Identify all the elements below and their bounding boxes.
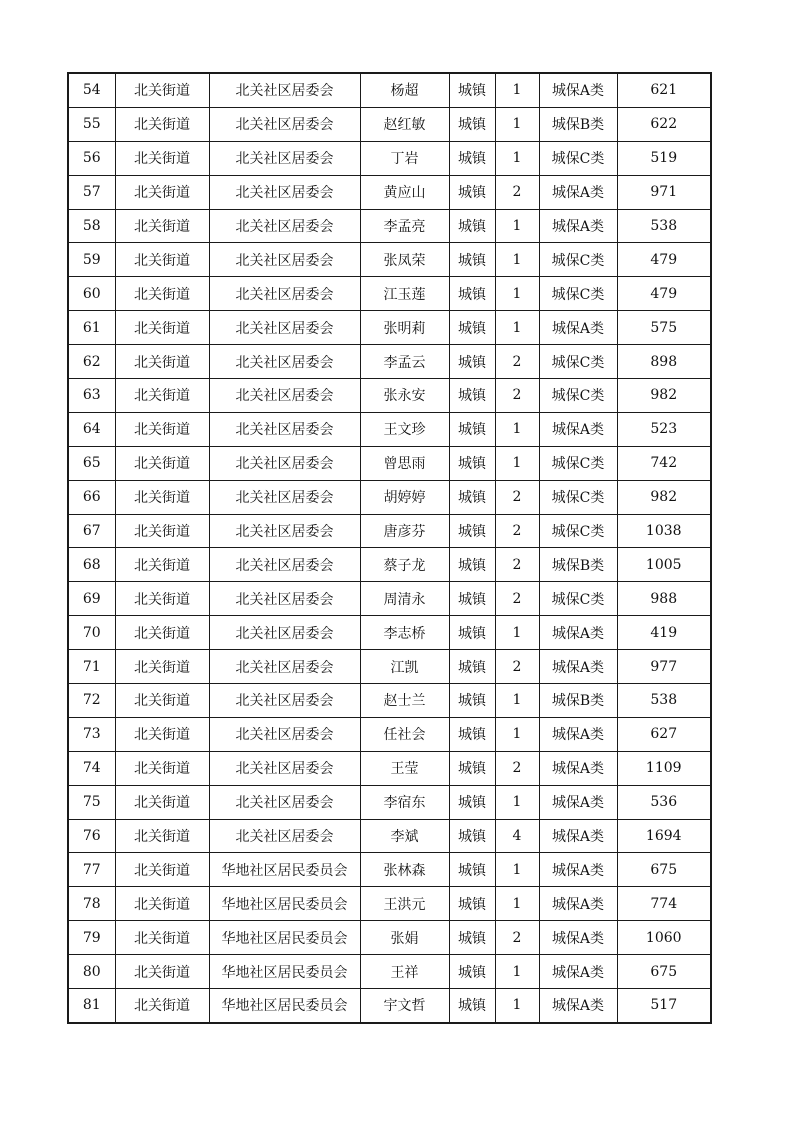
roster-table (67, 72, 712, 1024)
amount-cell: 1109 (617, 751, 711, 785)
person-name-cell: 李斌 (360, 819, 449, 853)
serial-number-cell: 67 (68, 514, 115, 548)
subdistrict-cell: 北关街道 (115, 785, 209, 819)
person-name-cell: 江凯 (360, 650, 449, 684)
amount-cell: 982 (617, 480, 711, 514)
residence-type-cell: 城镇 (449, 243, 495, 277)
subdistrict-cell: 北关街道 (115, 650, 209, 684)
serial-number-cell: 55 (68, 107, 115, 141)
amount-cell: 536 (617, 785, 711, 819)
serial-number-cell: 65 (68, 446, 115, 480)
serial-number-cell: 81 (68, 989, 115, 1023)
community-cell: 北关社区居委会 (209, 107, 360, 141)
residence-type-cell: 城镇 (449, 175, 495, 209)
table-row (68, 243, 711, 277)
table-row (68, 989, 711, 1023)
insurance-category-cell: 城保C类 (539, 379, 617, 413)
residence-type-cell: 城镇 (449, 717, 495, 751)
person-name-cell: 黄应山 (360, 175, 449, 209)
subdistrict-cell: 北关街道 (115, 345, 209, 379)
serial-number-cell: 75 (68, 785, 115, 819)
serial-number-cell: 63 (68, 379, 115, 413)
residence-type-cell: 城镇 (449, 480, 495, 514)
subdistrict-cell: 北关街道 (115, 819, 209, 853)
person-name-cell: 李志桥 (360, 616, 449, 650)
amount-cell: 419 (617, 616, 711, 650)
subdistrict-cell: 北关街道 (115, 277, 209, 311)
community-cell: 北关社区居委会 (209, 548, 360, 582)
person-name-cell: 江玉莲 (360, 277, 449, 311)
household-size-cell: 1 (495, 887, 539, 921)
insurance-category-cell: 城保A类 (539, 887, 617, 921)
insurance-category-cell: 城保A类 (539, 412, 617, 446)
table-row (68, 684, 711, 718)
insurance-category-cell: 城保A类 (539, 175, 617, 209)
person-name-cell: 丁岩 (360, 141, 449, 175)
insurance-category-cell: 城保A类 (539, 717, 617, 751)
household-size-cell: 1 (495, 107, 539, 141)
residence-type-cell: 城镇 (449, 141, 495, 175)
insurance-category-cell: 城保A类 (539, 650, 617, 684)
table-row (68, 582, 711, 616)
residence-type-cell: 城镇 (449, 785, 495, 819)
community-cell: 华地社区居民委员会 (209, 955, 360, 989)
person-name-cell: 赵红敏 (360, 107, 449, 141)
person-name-cell: 张林森 (360, 853, 449, 887)
table-row (68, 73, 711, 107)
insurance-category-cell: 城保A类 (539, 311, 617, 345)
amount-cell: 1694 (617, 819, 711, 853)
insurance-category-cell: 城保B类 (539, 548, 617, 582)
person-name-cell: 张明莉 (360, 311, 449, 345)
serial-number-cell: 78 (68, 887, 115, 921)
residence-type-cell: 城镇 (449, 548, 495, 582)
table-row (68, 819, 711, 853)
household-size-cell: 2 (495, 514, 539, 548)
table-row (68, 412, 711, 446)
subdistrict-cell: 北关街道 (115, 548, 209, 582)
household-size-cell: 2 (495, 751, 539, 785)
person-name-cell: 张娟 (360, 921, 449, 955)
serial-number-cell: 73 (68, 717, 115, 751)
subdistrict-cell: 北关街道 (115, 514, 209, 548)
subdistrict-cell: 北关街道 (115, 684, 209, 718)
insurance-category-cell: 城保B类 (539, 684, 617, 718)
subdistrict-cell: 北关街道 (115, 887, 209, 921)
serial-number-cell: 77 (68, 853, 115, 887)
person-name-cell: 胡婷婷 (360, 480, 449, 514)
residence-type-cell: 城镇 (449, 650, 495, 684)
person-name-cell: 蔡子龙 (360, 548, 449, 582)
person-name-cell: 王祥 (360, 955, 449, 989)
residence-type-cell: 城镇 (449, 107, 495, 141)
amount-cell: 517 (617, 989, 711, 1023)
table-row (68, 345, 711, 379)
residence-type-cell: 城镇 (449, 209, 495, 243)
residence-type-cell: 城镇 (449, 616, 495, 650)
insurance-category-cell: 城保A类 (539, 751, 617, 785)
household-size-cell: 2 (495, 582, 539, 616)
community-cell: 北关社区居委会 (209, 616, 360, 650)
community-cell: 北关社区居委会 (209, 819, 360, 853)
serial-number-cell: 71 (68, 650, 115, 684)
person-name-cell: 唐彦芬 (360, 514, 449, 548)
community-cell: 华地社区居民委员会 (209, 887, 360, 921)
household-size-cell: 2 (495, 175, 539, 209)
amount-cell: 977 (617, 650, 711, 684)
community-cell: 北关社区居委会 (209, 650, 360, 684)
serial-number-cell: 61 (68, 311, 115, 345)
community-cell: 北关社区居委会 (209, 379, 360, 413)
insurance-category-cell: 城保C类 (539, 277, 617, 311)
residence-type-cell: 城镇 (449, 853, 495, 887)
insurance-category-cell: 城保A类 (539, 73, 617, 107)
community-cell: 北关社区居委会 (209, 785, 360, 819)
amount-cell: 1060 (617, 921, 711, 955)
household-size-cell: 1 (495, 684, 539, 718)
person-name-cell: 周清永 (360, 582, 449, 616)
residence-type-cell: 城镇 (449, 379, 495, 413)
amount-cell: 675 (617, 955, 711, 989)
residence-type-cell: 城镇 (449, 412, 495, 446)
serial-number-cell: 70 (68, 616, 115, 650)
amount-cell: 519 (617, 141, 711, 175)
amount-cell: 982 (617, 379, 711, 413)
table-row (68, 141, 711, 175)
insurance-category-cell: 城保C类 (539, 141, 617, 175)
residence-type-cell: 城镇 (449, 955, 495, 989)
household-size-cell: 1 (495, 785, 539, 819)
residence-type-cell: 城镇 (449, 921, 495, 955)
person-name-cell: 张永安 (360, 379, 449, 413)
person-name-cell: 李宿东 (360, 785, 449, 819)
amount-cell: 479 (617, 277, 711, 311)
person-name-cell: 王莹 (360, 751, 449, 785)
table-row (68, 107, 711, 141)
amount-cell: 479 (617, 243, 711, 277)
serial-number-cell: 66 (68, 480, 115, 514)
subdistrict-cell: 北关街道 (115, 209, 209, 243)
amount-cell: 575 (617, 311, 711, 345)
household-size-cell: 1 (495, 277, 539, 311)
table-row (68, 785, 711, 819)
community-cell: 北关社区居委会 (209, 141, 360, 175)
roster-table-body (68, 73, 711, 1023)
table-row (68, 955, 711, 989)
subdistrict-cell: 北关街道 (115, 717, 209, 751)
serial-number-cell: 64 (68, 412, 115, 446)
insurance-category-cell: 城保C类 (539, 582, 617, 616)
subdistrict-cell: 北关街道 (115, 480, 209, 514)
amount-cell: 627 (617, 717, 711, 751)
subdistrict-cell: 北关街道 (115, 141, 209, 175)
residence-type-cell: 城镇 (449, 989, 495, 1023)
serial-number-cell: 72 (68, 684, 115, 718)
amount-cell: 621 (617, 73, 711, 107)
table-row (68, 548, 711, 582)
serial-number-cell: 74 (68, 751, 115, 785)
residence-type-cell: 城镇 (449, 751, 495, 785)
subdistrict-cell: 北关街道 (115, 751, 209, 785)
amount-cell: 898 (617, 345, 711, 379)
amount-cell: 538 (617, 684, 711, 718)
table-row (68, 921, 711, 955)
household-size-cell: 1 (495, 989, 539, 1023)
serial-number-cell: 80 (68, 955, 115, 989)
serial-number-cell: 60 (68, 277, 115, 311)
community-cell: 北关社区居委会 (209, 73, 360, 107)
household-size-cell: 1 (495, 853, 539, 887)
serial-number-cell: 68 (68, 548, 115, 582)
table-row (68, 311, 711, 345)
residence-type-cell: 城镇 (449, 311, 495, 345)
subdistrict-cell: 北关街道 (115, 311, 209, 345)
amount-cell: 742 (617, 446, 711, 480)
residence-type-cell: 城镇 (449, 582, 495, 616)
community-cell: 华地社区居民委员会 (209, 853, 360, 887)
household-size-cell: 2 (495, 650, 539, 684)
person-name-cell: 张凤荣 (360, 243, 449, 277)
community-cell: 北关社区居委会 (209, 717, 360, 751)
table-row (68, 379, 711, 413)
person-name-cell: 王洪元 (360, 887, 449, 921)
household-size-cell: 2 (495, 345, 539, 379)
serial-number-cell: 69 (68, 582, 115, 616)
amount-cell: 622 (617, 107, 711, 141)
table-row (68, 616, 711, 650)
insurance-category-cell: 城保A类 (539, 989, 617, 1023)
subdistrict-cell: 北关街道 (115, 446, 209, 480)
insurance-category-cell: 城保A类 (539, 209, 617, 243)
community-cell: 北关社区居委会 (209, 311, 360, 345)
amount-cell: 538 (617, 209, 711, 243)
insurance-category-cell: 城保C类 (539, 480, 617, 514)
table-row (68, 751, 711, 785)
table-row (68, 277, 711, 311)
insurance-category-cell: 城保C类 (539, 345, 617, 379)
serial-number-cell: 59 (68, 243, 115, 277)
amount-cell: 523 (617, 412, 711, 446)
person-name-cell: 李孟亮 (360, 209, 449, 243)
insurance-category-cell: 城保A类 (539, 785, 617, 819)
person-name-cell: 赵士兰 (360, 684, 449, 718)
insurance-category-cell: 城保A类 (539, 819, 617, 853)
subdistrict-cell: 北关街道 (115, 582, 209, 616)
community-cell: 北关社区居委会 (209, 345, 360, 379)
insurance-category-cell: 城保C类 (539, 446, 617, 480)
subdistrict-cell: 北关街道 (115, 921, 209, 955)
serial-number-cell: 57 (68, 175, 115, 209)
table-row (68, 887, 711, 921)
amount-cell: 1038 (617, 514, 711, 548)
community-cell: 北关社区居委会 (209, 514, 360, 548)
community-cell: 北关社区居委会 (209, 446, 360, 480)
table-row (68, 209, 711, 243)
household-size-cell: 2 (495, 921, 539, 955)
community-cell: 北关社区居委会 (209, 684, 360, 718)
community-cell: 北关社区居委会 (209, 277, 360, 311)
serial-number-cell: 58 (68, 209, 115, 243)
person-name-cell: 王文珍 (360, 412, 449, 446)
community-cell: 北关社区居委会 (209, 582, 360, 616)
serial-number-cell: 62 (68, 345, 115, 379)
household-size-cell: 1 (495, 717, 539, 751)
household-size-cell: 1 (495, 73, 539, 107)
residence-type-cell: 城镇 (449, 819, 495, 853)
insurance-category-cell: 城保C类 (539, 243, 617, 277)
serial-number-cell: 79 (68, 921, 115, 955)
table-row (68, 175, 711, 209)
serial-number-cell: 76 (68, 819, 115, 853)
community-cell: 北关社区居委会 (209, 480, 360, 514)
household-size-cell: 4 (495, 819, 539, 853)
household-size-cell: 1 (495, 446, 539, 480)
household-size-cell: 2 (495, 480, 539, 514)
subdistrict-cell: 北关街道 (115, 412, 209, 446)
table-row (68, 853, 711, 887)
household-size-cell: 1 (495, 616, 539, 650)
table-row (68, 446, 711, 480)
serial-number-cell: 54 (68, 73, 115, 107)
amount-cell: 971 (617, 175, 711, 209)
person-name-cell: 李孟云 (360, 345, 449, 379)
household-size-cell: 1 (495, 141, 539, 175)
subdistrict-cell: 北关街道 (115, 243, 209, 277)
residence-type-cell: 城镇 (449, 887, 495, 921)
insurance-category-cell: 城保A类 (539, 616, 617, 650)
residence-type-cell: 城镇 (449, 446, 495, 480)
residence-type-cell: 城镇 (449, 73, 495, 107)
amount-cell: 1005 (617, 548, 711, 582)
table-row (68, 650, 711, 684)
subdistrict-cell: 北关街道 (115, 175, 209, 209)
residence-type-cell: 城镇 (449, 345, 495, 379)
household-size-cell: 1 (495, 243, 539, 277)
table-row (68, 480, 711, 514)
person-name-cell: 宇文哲 (360, 989, 449, 1023)
roster-sheet (67, 72, 710, 1024)
insurance-category-cell: 城保C类 (539, 514, 617, 548)
subdistrict-cell: 北关街道 (115, 616, 209, 650)
community-cell: 北关社区居委会 (209, 175, 360, 209)
subdistrict-cell: 北关街道 (115, 955, 209, 989)
household-size-cell: 1 (495, 412, 539, 446)
table-row (68, 717, 711, 751)
community-cell: 华地社区居民委员会 (209, 921, 360, 955)
insurance-category-cell: 城保A类 (539, 955, 617, 989)
subdistrict-cell: 北关街道 (115, 107, 209, 141)
household-size-cell: 1 (495, 311, 539, 345)
insurance-category-cell: 城保B类 (539, 107, 617, 141)
person-name-cell: 曾思雨 (360, 446, 449, 480)
subdistrict-cell: 北关街道 (115, 989, 209, 1023)
household-size-cell: 2 (495, 548, 539, 582)
amount-cell: 988 (617, 582, 711, 616)
residence-type-cell: 城镇 (449, 277, 495, 311)
subdistrict-cell: 北关街道 (115, 853, 209, 887)
residence-type-cell: 城镇 (449, 514, 495, 548)
community-cell: 北关社区居委会 (209, 243, 360, 277)
subdistrict-cell: 北关街道 (115, 379, 209, 413)
community-cell: 华地社区居民委员会 (209, 989, 360, 1023)
table-row (68, 514, 711, 548)
insurance-category-cell: 城保A类 (539, 921, 617, 955)
serial-number-cell: 56 (68, 141, 115, 175)
person-name-cell: 任社会 (360, 717, 449, 751)
community-cell: 北关社区居委会 (209, 751, 360, 785)
subdistrict-cell: 北关街道 (115, 73, 209, 107)
household-size-cell: 1 (495, 955, 539, 989)
household-size-cell: 2 (495, 379, 539, 413)
insurance-category-cell: 城保A类 (539, 853, 617, 887)
household-size-cell: 1 (495, 209, 539, 243)
amount-cell: 774 (617, 887, 711, 921)
community-cell: 北关社区居委会 (209, 209, 360, 243)
amount-cell: 675 (617, 853, 711, 887)
community-cell: 北关社区居委会 (209, 412, 360, 446)
person-name-cell: 杨超 (360, 73, 449, 107)
residence-type-cell: 城镇 (449, 684, 495, 718)
